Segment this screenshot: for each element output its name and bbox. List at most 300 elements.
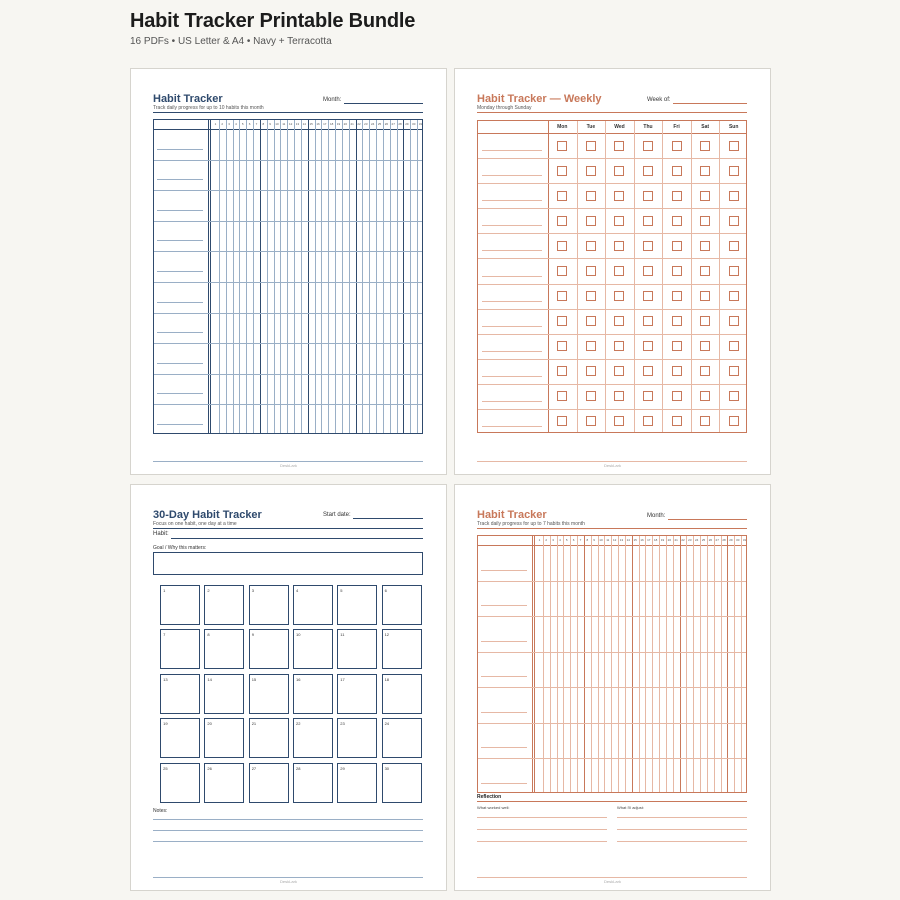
day-box <box>382 763 422 803</box>
habit-row-line <box>478 723 746 724</box>
day-checkbox <box>614 316 624 326</box>
p4-reflection-rule <box>477 801 747 802</box>
day-number: 10 <box>599 538 603 542</box>
day-number: 9 <box>593 538 595 542</box>
day-column-line <box>274 120 275 433</box>
day-column-line <box>253 120 254 433</box>
p3-footer: DeskLark <box>280 879 297 884</box>
day-checkbox <box>614 366 624 376</box>
weekday-header: Sat <box>701 124 710 130</box>
day-column-line <box>714 536 715 792</box>
day-number: 30 <box>412 122 416 126</box>
day-checkbox <box>557 291 567 301</box>
p4-month-label: Month: <box>647 513 666 519</box>
day-column-line <box>308 120 309 433</box>
day-box-number: 23 <box>340 721 345 727</box>
day-number: 8 <box>586 538 589 542</box>
day-checkbox <box>643 366 653 376</box>
day-box <box>249 585 289 625</box>
day-checkbox <box>614 291 624 301</box>
day-checkbox <box>729 141 739 151</box>
p4-reflection-label: Reflection <box>477 794 502 800</box>
day-column-line <box>362 120 363 433</box>
day-column-line <box>632 536 633 792</box>
day-box-number: 16 <box>296 676 301 682</box>
day-checkbox <box>643 241 653 251</box>
p4-adjust-label: What I'll adjust: <box>617 805 644 810</box>
habit-name-line <box>482 175 542 176</box>
day-box-number: 18 <box>384 676 390 682</box>
day-column-line <box>397 120 398 433</box>
day-checkbox <box>700 391 710 401</box>
day-column-line <box>287 120 288 433</box>
day-number: 3 <box>228 122 230 126</box>
habit-name-line <box>481 676 527 677</box>
habit-name-line <box>157 424 203 425</box>
day-checkbox <box>700 266 710 276</box>
day-number: 22 <box>681 538 685 542</box>
day-box-number: 6 <box>384 588 387 593</box>
weekly-header-rule <box>478 133 746 134</box>
day-checkbox <box>586 216 596 226</box>
p2-footer-rule <box>477 461 747 462</box>
day-column-line <box>342 120 343 433</box>
day-column-line <box>707 536 708 792</box>
day-number: 25 <box>377 122 382 126</box>
day-checkbox <box>557 416 567 426</box>
label-column-divider <box>532 536 533 792</box>
day-box <box>337 629 377 669</box>
day-column-line <box>570 536 571 792</box>
day-number: 7 <box>579 538 582 542</box>
day-column-line <box>659 536 660 792</box>
day-box-number: 11 <box>340 632 345 638</box>
day-box <box>293 763 333 803</box>
day-box-number: 12 <box>384 632 390 638</box>
p3-start-date-line <box>353 518 423 519</box>
day-box <box>382 629 422 669</box>
day-column-line <box>315 120 316 433</box>
day-checkbox <box>700 141 710 151</box>
day-number: 18 <box>653 538 658 542</box>
habit-name-line <box>482 426 542 427</box>
habit-name-line <box>157 302 203 303</box>
p3-footer-rule <box>153 877 423 878</box>
day-column-line <box>383 120 384 433</box>
day-column-line <box>721 536 722 792</box>
day-number: 22 <box>357 122 361 126</box>
weekday-column-line <box>662 121 663 432</box>
day-number: 21 <box>350 122 354 126</box>
day-column-line <box>727 536 728 792</box>
day-number: 6 <box>572 538 575 542</box>
label-column-divider <box>208 120 209 433</box>
day-column-line <box>321 120 322 433</box>
day-column-line <box>410 120 411 433</box>
day-column-line <box>239 120 240 433</box>
day-checkbox <box>700 416 710 426</box>
day-column-line <box>390 120 391 433</box>
p3-title: 30-Day Habit Tracker <box>153 509 262 521</box>
day-checkbox <box>557 216 567 226</box>
day-checkbox <box>557 166 567 176</box>
page-title: Habit Tracker Printable Bundle <box>130 10 416 32</box>
day-number: 14 <box>626 538 630 542</box>
day-column-line <box>550 536 551 792</box>
habit-row-line <box>154 221 422 222</box>
p4-worked-label: What worked well: <box>477 805 510 810</box>
habit-name-line <box>157 393 203 394</box>
day-column-line <box>598 536 599 792</box>
day-column-line <box>693 536 694 792</box>
day-box <box>160 629 200 669</box>
p4-month-line <box>668 519 747 520</box>
day-number: 6 <box>248 122 251 126</box>
p3-subtitle: Focus on one habit, one day at a time <box>153 521 237 527</box>
day-checkbox <box>729 241 739 251</box>
day-box <box>249 763 289 803</box>
day-box-number: 25 <box>163 765 168 771</box>
label-column-divider <box>210 120 211 433</box>
day-column-line <box>335 120 336 433</box>
day-column-line <box>376 120 377 433</box>
day-number: 16 <box>316 122 320 126</box>
day-number: 17 <box>323 122 327 126</box>
p4-grid <box>477 535 747 793</box>
day-checkbox <box>586 166 596 176</box>
day-checkbox <box>614 266 624 276</box>
day-checkbox <box>729 341 739 351</box>
weekly-label-divider <box>548 121 549 432</box>
day-number: 13 <box>295 122 300 126</box>
day-checkbox <box>586 291 596 301</box>
day-checkbox <box>614 416 624 426</box>
p2-footer: DeskLark <box>604 463 621 468</box>
day-box <box>204 763 244 803</box>
p3-goal-box <box>153 552 423 575</box>
weekly-row-line <box>478 409 746 410</box>
day-checkbox <box>614 216 624 226</box>
habit-name-line <box>482 200 542 201</box>
weekly-row-line <box>478 183 746 184</box>
day-number: 29 <box>729 538 733 542</box>
day-box-number: 26 <box>207 765 212 771</box>
habit-name-line <box>481 570 527 571</box>
day-checkbox <box>586 266 596 276</box>
p3-day-grid <box>153 581 423 803</box>
day-number: 10 <box>275 122 279 126</box>
p2-week-line <box>673 103 747 104</box>
habit-name-line <box>157 332 203 333</box>
p3-notes-line-3 <box>153 841 423 842</box>
day-box-number: 2 <box>207 588 210 593</box>
day-box <box>293 585 333 625</box>
day-checkbox <box>643 416 653 426</box>
day-box <box>204 718 244 758</box>
day-number: 20 <box>343 122 347 126</box>
day-column-line <box>591 536 592 792</box>
day-column-line <box>563 536 564 792</box>
day-checkbox <box>614 141 624 151</box>
p2-title: Habit Tracker — Weekly <box>477 93 602 105</box>
day-checkbox <box>729 216 739 226</box>
habit-name-line <box>157 179 203 180</box>
day-column-line <box>557 536 558 792</box>
day-checkbox <box>672 191 682 201</box>
day-box-number: 24 <box>384 721 390 727</box>
weekday-header: Thu <box>643 124 653 130</box>
day-checkbox <box>557 266 567 276</box>
habit-name-line <box>482 225 542 226</box>
habit-row-line <box>478 616 746 617</box>
day-box <box>293 629 333 669</box>
day-box <box>382 585 422 625</box>
day-box-number: 13 <box>163 676 168 682</box>
day-checkbox <box>557 341 567 351</box>
day-checkbox <box>700 366 710 376</box>
habit-row-line <box>478 652 746 653</box>
weekly-row-line <box>478 384 746 385</box>
weekly-row-line <box>478 309 746 310</box>
day-box-number: 10 <box>296 632 301 638</box>
day-checkbox <box>586 341 596 351</box>
day-checkbox <box>557 191 567 201</box>
day-checkbox <box>643 291 653 301</box>
day-checkbox <box>672 166 682 176</box>
habit-name-line <box>481 747 527 748</box>
day-checkbox <box>672 366 682 376</box>
day-checkbox <box>729 366 739 376</box>
day-checkbox <box>557 391 567 401</box>
day-checkbox <box>729 266 739 276</box>
p1-header-rule <box>153 112 423 113</box>
day-column-line <box>226 120 227 433</box>
p1-subtitle: Track daily progress for up to 10 habits this month <box>153 105 264 111</box>
day-box-number: 8 <box>207 632 210 638</box>
day-column-line <box>356 120 357 433</box>
p3-habit-label: Habit: <box>153 531 169 537</box>
day-box-number: 14 <box>207 676 212 682</box>
p3-notes-line-1 <box>153 819 423 820</box>
p3-habit-line <box>171 538 423 539</box>
day-checkbox <box>586 191 596 201</box>
day-checkbox <box>700 191 710 201</box>
weekday-column-line <box>605 121 606 432</box>
day-box <box>337 763 377 803</box>
day-checkbox <box>729 191 739 201</box>
habit-name-line <box>157 210 203 211</box>
habit-name-line <box>481 605 527 606</box>
day-number: 27 <box>715 538 719 542</box>
day-column-line <box>741 536 742 792</box>
day-column-line <box>403 120 404 433</box>
weekday-column-line <box>719 121 720 432</box>
day-box-number: 9 <box>251 632 254 638</box>
day-column-line <box>584 536 585 792</box>
day-checkbox <box>672 141 682 151</box>
day-number: 28 <box>398 122 402 126</box>
day-number: 18 <box>329 122 334 126</box>
habit-row-line <box>154 374 422 375</box>
day-checkbox <box>586 141 596 151</box>
habit-row-line <box>154 282 422 283</box>
weekday-column-line <box>691 121 692 432</box>
day-box <box>204 585 244 625</box>
day-column-line <box>639 536 640 792</box>
day-checkbox <box>672 316 682 326</box>
day-column-line <box>280 120 281 433</box>
p4-subtitle: Track daily progress for up to 7 habits this month <box>477 521 585 527</box>
habit-row-line <box>478 758 746 759</box>
day-checkbox <box>672 241 682 251</box>
monthly-tracker-terracotta-page <box>454 484 771 891</box>
p4-footer-rule <box>477 877 747 878</box>
weekday-header: Wed <box>614 124 625 130</box>
day-column-line <box>369 120 370 433</box>
day-box-number: 21 <box>251 721 257 727</box>
day-checkbox <box>700 316 710 326</box>
day-checkbox <box>700 166 710 176</box>
p4-worked-line-3 <box>477 841 607 842</box>
day-checkbox <box>557 316 567 326</box>
weekly-row-line <box>478 334 746 335</box>
p3-notes-line-2 <box>153 830 423 831</box>
day-number: 24 <box>371 122 375 126</box>
day-column-line <box>618 536 619 792</box>
p4-worked-line-2 <box>477 829 607 830</box>
day-number: 30 <box>736 538 740 542</box>
day-number: 8 <box>262 122 265 126</box>
habit-name-line <box>482 301 542 302</box>
habit-row-line <box>478 581 746 582</box>
p3-header-rule <box>153 528 423 529</box>
day-number: 21 <box>674 538 678 542</box>
habit-name-line <box>482 250 542 251</box>
day-box-number: 5 <box>340 588 343 593</box>
habit-row-line <box>154 160 422 161</box>
day-box-number: 15 <box>251 676 257 682</box>
p4-footer: DeskLark <box>604 879 621 884</box>
day-number: 12 <box>288 122 293 126</box>
day-number: 11 <box>606 538 610 542</box>
day-number: 26 <box>384 122 389 126</box>
day-number: 15 <box>633 538 637 542</box>
day-number: 15 <box>309 122 313 126</box>
weekly-row-line <box>478 258 746 259</box>
p4-header-rule <box>477 528 747 529</box>
day-column-line <box>680 536 681 792</box>
p2-subtitle: Monday through Sunday <box>477 105 532 111</box>
habit-name-line <box>482 351 542 352</box>
day-number: 24 <box>695 538 699 542</box>
habit-name-line <box>157 240 203 241</box>
habit-row-line <box>154 251 422 252</box>
day-number: 23 <box>688 538 692 542</box>
p1-month-label: Month: <box>323 97 342 103</box>
day-checkbox <box>586 241 596 251</box>
day-box <box>337 674 377 714</box>
weekly-row-line <box>478 208 746 209</box>
day-number: 31 <box>418 122 423 126</box>
p2-grid <box>477 120 747 433</box>
day-column-line <box>611 536 612 792</box>
day-checkbox <box>614 391 624 401</box>
weekday-column-line <box>634 121 635 432</box>
day-column-line <box>294 120 295 433</box>
day-checkbox <box>643 166 653 176</box>
day-column-line <box>349 120 350 433</box>
day-checkbox <box>614 166 624 176</box>
day-box-number: 28 <box>296 765 301 771</box>
p2-header-rule <box>477 112 747 113</box>
page-subtitle: 16 PDFs • US Letter & A4 • Navy + Terracotta <box>130 36 332 47</box>
day-checkbox <box>700 241 710 251</box>
day-column-line <box>246 120 247 433</box>
day-number: 20 <box>667 538 671 542</box>
day-box <box>160 674 200 714</box>
day-box <box>160 718 200 758</box>
day-number: 7 <box>255 122 258 126</box>
label-column-divider <box>534 536 535 792</box>
day-number: 4 <box>235 122 237 126</box>
day-number: 14 <box>302 122 306 126</box>
day-number: 2 <box>221 122 224 126</box>
p4-adjust-line-1 <box>617 817 747 818</box>
p3-notes-label: Notes: <box>153 808 168 814</box>
day-checkbox <box>586 366 596 376</box>
day-column-line <box>700 536 701 792</box>
day-checkbox <box>643 341 653 351</box>
day-checkbox <box>586 391 596 401</box>
habit-row-line <box>154 313 422 314</box>
p4-adjust-line-2 <box>617 829 747 830</box>
day-column-line <box>645 536 646 792</box>
day-box <box>249 674 289 714</box>
weekday-header: Mon <box>557 124 568 130</box>
p3-goal-label: Goal / Why this matters: <box>153 545 207 551</box>
day-column-line <box>625 536 626 792</box>
day-box-number: 22 <box>296 721 301 727</box>
day-number: 29 <box>405 122 409 126</box>
habit-name-line <box>482 326 542 327</box>
day-checkbox <box>586 316 596 326</box>
day-column-line <box>417 120 418 433</box>
day-number: 28 <box>722 538 726 542</box>
day-column-line <box>219 120 220 433</box>
weekday-column-line <box>577 121 578 432</box>
day-checkbox <box>614 241 624 251</box>
day-number: 11 <box>282 122 286 126</box>
habit-name-line <box>481 783 527 784</box>
weekly-tracker-terracotta-page <box>454 68 771 475</box>
day-checkbox <box>614 191 624 201</box>
habit-row-line <box>478 687 746 688</box>
day-column-line <box>652 536 653 792</box>
habit-name-line <box>481 641 527 642</box>
day-column-line <box>686 536 687 792</box>
day-checkbox <box>557 366 567 376</box>
thirty-day-tracker-page <box>130 484 447 891</box>
day-number: 2 <box>545 538 548 542</box>
day-box-number: 20 <box>207 721 212 727</box>
day-checkbox <box>700 216 710 226</box>
day-checkbox <box>643 216 653 226</box>
day-column-line <box>577 536 578 792</box>
p1-month-line <box>344 103 423 104</box>
day-box <box>160 585 200 625</box>
day-checkbox <box>672 391 682 401</box>
day-checkbox <box>672 291 682 301</box>
